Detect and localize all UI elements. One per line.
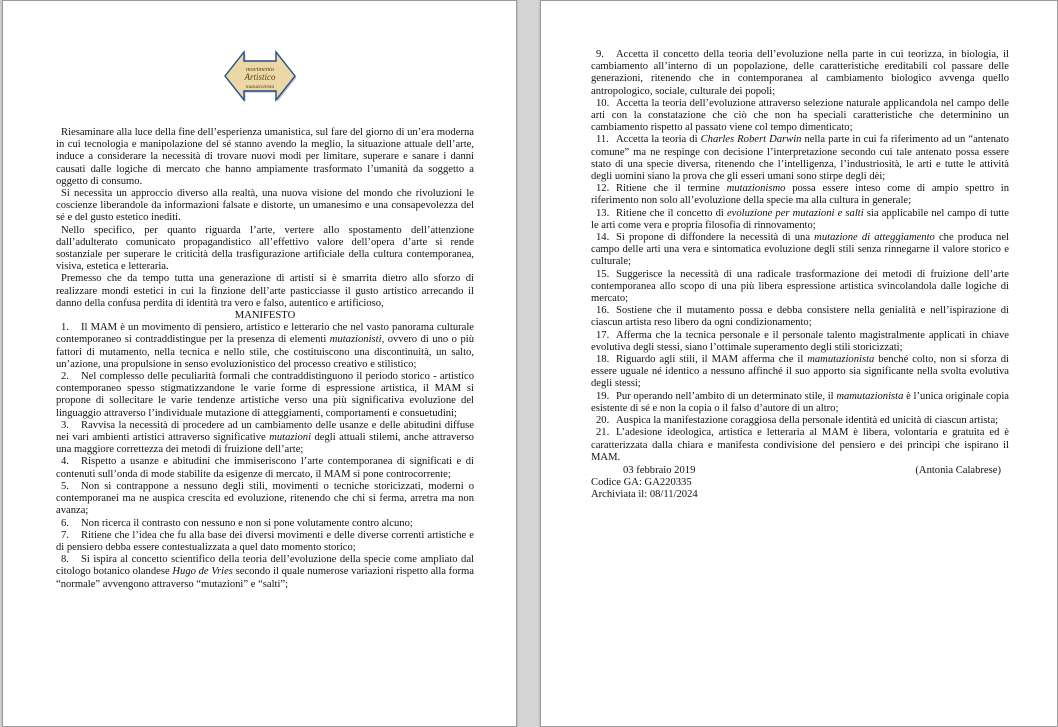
manifesto-title: MANIFESTO bbox=[234, 310, 296, 322]
intro-paragraph: Si necessita un approccio diverso alla realtà, una nuova visione del mondo che rivoluzioni le coscienze liberandole da informazioni falsate e distorte, un umanesimo e una consapevolezza del sé e del gusto estetico inediti. bbox=[56, 188, 474, 224]
item-text: Suggerisce la necessità di una radicale trasformazione dei metodi di fruizione dell’arte contemporanea allo scopo di una più libera espressione artistica svincolandola dalle logiche di mercato; bbox=[591, 268, 1009, 305]
signature-line bbox=[591, 465, 1009, 477]
manifesto-item bbox=[56, 420, 474, 457]
item-text-continued: , ovvero di uno o più fattori di mutamento, nella tecnica e nello stile, che costituiscono una discontinuità, un salto, un’azione, una propulsione in senso evoluzionistico del processo creativo e stilistico; bbox=[56, 334, 474, 370]
item-text: Pur operando nell’ambito di un determinato stile, il bbox=[616, 390, 837, 402]
logo-line-1: movimento bbox=[245, 66, 275, 73]
item-text: Non si contrappone a nessuno degli stili, movimenti o tecniche storicizzati, moderni o contemporanei ma ne auspica crescita ed evoluzione, ritenendo che chi si ferma, arretra ma non avanza; bbox=[56, 480, 474, 517]
item-number: 1. bbox=[61, 322, 69, 334]
item-text-continued: possa essere inteso come di ampio spettro in riferimento non solo all’evoluzione della specie ma alla cultura in generale; bbox=[591, 183, 1009, 207]
manifesto-item bbox=[56, 481, 474, 518]
manifesto-item bbox=[591, 98, 1009, 135]
item-text-continued: degli attuali stilemi, anche attraverso una maggiore correttezza dei metodi di fruizione dell’arte; bbox=[56, 432, 474, 456]
item-emphasis: Hugo de Vries bbox=[172, 566, 233, 578]
item-number: 5. bbox=[61, 480, 69, 492]
manifesto-item bbox=[591, 330, 1009, 354]
item-emphasis: evoluzione per mutazioni e salti bbox=[726, 207, 864, 219]
item-text: Ravvisa la necessità di procedere ad un cambiamento delle usanze e delle abitudini diffuse nei vari ambienti artistici attraverso significative bbox=[56, 419, 474, 444]
item-emphasis: Charles Robert Darwin bbox=[700, 134, 802, 146]
item-number: 15. bbox=[596, 268, 610, 280]
item-text-continued: nella parte in cui fa riferimento ad un “antenato comune” ma ne respinge con decisione l’interpretazione secondo cui tale antenato possa essere stato di una specie diversa, ritenendo che l’intelligenza, l’industriosità, le arti e tutte le attività degli uomini siano la prova che gli esseri umani sono stirpe degli dèi; bbox=[591, 134, 1009, 183]
item-emphasis: mutazionismo bbox=[726, 183, 786, 195]
item-number: 6. bbox=[61, 517, 69, 529]
mam-logo bbox=[222, 50, 298, 102]
item-text: Il MAM è un movimento di pensiero, artistico e letterario che nel vasto panorama culturale contemporaneo si contraddistingue per la presenza di elementi bbox=[56, 322, 474, 346]
intro-paragraph: Riesaminare alla luce della fine dell’esperienza umanistica, sul fare del giorno di un’era moderna in cui tecnologia e manipolazione del sé stanno avendo la meglio, la situazione attuale dell’arte, induce a considerare la necessità di trovare nuovi modi per limitare, superare e sanare i danni causati dalle logiche di mercato che hanno ampiamente trasformato l’umanità da soggetto a oggetto di consumo. bbox=[56, 127, 474, 187]
item-number: 3. bbox=[61, 419, 69, 431]
item-emphasis: mamutazionista bbox=[807, 354, 875, 366]
manifesto-item bbox=[591, 415, 1009, 427]
manifesto-item bbox=[56, 554, 474, 591]
logo-line-2: Artistico bbox=[244, 72, 276, 82]
item-number: 17. bbox=[596, 329, 610, 341]
item-number: 21. bbox=[596, 427, 610, 439]
item-number: 13. bbox=[596, 207, 610, 219]
item-number: 12. bbox=[596, 183, 610, 195]
document-author: (Antonia Calabrese) bbox=[915, 464, 1001, 476]
manifesto-item bbox=[591, 134, 1009, 183]
intro-paragraph: Premesso che da tempo tutta una generazione di artisti si è smarrita dietro allo sforzo di realizzare mondi estetici in cui la finzione dell’arte pasticciasse il gusto artistico arrecando il danno della confusa perdita di identità tra vero e falso, autentico e artificioso, bbox=[56, 273, 474, 309]
item-text-continued: che produca nel campo delle arti una vera e sintomatica evoluzione degli stili senza rinnegarne il valore storico e culturale; bbox=[591, 232, 1009, 268]
item-number: 11. bbox=[596, 134, 609, 146]
item-emphasis: mutazione di atteggiamento bbox=[814, 232, 935, 244]
item-text: Sostiene che il mutamento possa e debba consistere nella genialità e nell’ispirazione di ciascun artista reso libero da ogni condizionamento; bbox=[591, 305, 1009, 329]
item-number: 19. bbox=[596, 390, 610, 402]
item-text: Ritiene che il termine bbox=[616, 183, 727, 195]
item-number: 2. bbox=[61, 371, 69, 383]
item-number: 8. bbox=[61, 554, 69, 566]
item-number: 10. bbox=[596, 97, 610, 109]
item-text: Si ispira al concetto scientifico della teoria dell’evoluzione della specie come ampliato dal citologo botanico olandese bbox=[56, 554, 474, 578]
intro-paragraph: Nello specifico, per quanto riguarda l’arte, vertere allo spostamento dell’attenzione dall’adulterato comunicato propagandistico all’effettivo valore dell’opera d’arte si rende sostanziale per superare le criticità della trasfigurazione artificiale della cultura contemporanea, visiva, estetica e letteraria. bbox=[56, 224, 474, 273]
item-text: Rispetto a usanze e abitudini che immiseriscono l’arte contemporanea di significati e di contenuti sull’onda di mode stabilite da esigenze di mercato, il MAM si pone controcorrente; bbox=[56, 456, 474, 480]
item-emphasis: mutazioni bbox=[269, 432, 312, 444]
manifesto-item bbox=[591, 354, 1009, 391]
left-page-content bbox=[56, 127, 474, 591]
item-number: 16. bbox=[596, 305, 610, 317]
item-emphasis: mamutazionista bbox=[836, 390, 904, 402]
item-text-continued: secondo il quale numerose variazioni rispetto alla forma “normale” avvengono attraverso “mutazioni” e “salti”; bbox=[56, 566, 474, 590]
manifesto-item bbox=[56, 322, 474, 371]
manifesto-list-left bbox=[56, 322, 474, 590]
manifesto-item bbox=[56, 530, 474, 554]
item-text: Accetta la teoria di bbox=[616, 134, 701, 146]
item-text: L’adesione ideologica, artistica e letteraria al MAM è libera, volontaria e gratuita ed è caratterizzata dalla chiara e manifesta condivisione del pensiero e dei principi che ispirano il MAM. bbox=[591, 427, 1009, 463]
item-text: Accetta la teoria dell’evoluzione attraverso selezione naturale applicandola nel campo delle arti con la constatazione che ciò che non ha speciali caratteristiche che determinino un cambiamento rispetto al passato viene col tempo dimenticato; bbox=[591, 97, 1009, 134]
item-text: Riguardo agli stili, il MAM afferma che il bbox=[616, 354, 808, 366]
document-page-left bbox=[2, 0, 517, 727]
item-number: 9. bbox=[596, 49, 604, 60]
item-number: 14. bbox=[596, 232, 610, 244]
manifesto-item bbox=[591, 427, 1009, 464]
item-text: Accetta il concetto della teoria dell’evoluzione nella parte in cui teorizza, in biologia, il cambiamento all’interno di un popolazione, delle caratteristiche ereditabili col passare delle generazioni, ritenendo che in contemporanea al cambiamento biologico avvenga quello antropologico, sociale, culturale dei popoli; bbox=[591, 49, 1009, 97]
manifesto-item bbox=[591, 208, 1009, 232]
item-text: Si propone di diffondere la necessità di una bbox=[616, 232, 815, 244]
item-text-continued: benché colto, non si sforza di essere uguale né identico a nessuno affinché il suo apporto sia significante nella svolta evolutiva degli stessi; bbox=[591, 354, 1009, 390]
item-text: Nel complesso delle peculiarità formali che contraddistinguono il periodo storico - artistico contemporaneo spesso stigmatizzandone le varie forme di espressione artistica, il MAM si propone di sollecitare le varie tendenze artistiche verso una più significativa evoluzione del linguaggio attraverso l’individuale mutazione di atteggiamenti, comportamenti e consuetudini; bbox=[56, 371, 474, 419]
logo-line-3: mutazionista bbox=[245, 84, 275, 90]
manifesto-item bbox=[591, 183, 1009, 207]
manifesto-item bbox=[591, 269, 1009, 306]
item-number: 20. bbox=[596, 415, 610, 427]
archived-date: Archiviata il: 08/11/2024 bbox=[591, 489, 698, 501]
item-number: 7. bbox=[61, 529, 69, 541]
item-text-continued: sia applicabile nel campo di tutte le arti come vera e propria filosofia di rinnovamento; bbox=[591, 207, 1009, 231]
manifesto-item bbox=[56, 456, 474, 480]
manifesto-item bbox=[591, 232, 1009, 269]
manifesto-list-right bbox=[591, 49, 1009, 464]
item-number: 4. bbox=[61, 456, 69, 468]
item-text: Auspica la manifestazione coraggiosa della personale identità ed unicità di ciascun artista; bbox=[616, 415, 999, 427]
manifesto-item bbox=[591, 305, 1009, 329]
manifesto-item bbox=[591, 391, 1009, 415]
item-text-continued: è l’unica originale copia esistente di sé e non la copia o il falso d’autore di un altro; bbox=[591, 390, 1009, 414]
item-text: Ritiene che l’idea che fu alla base dei diversi movimenti e delle diverse correnti artistiche e di pensiero debba essere contestualizzata a quel dato momento storico; bbox=[56, 529, 474, 553]
item-text: Afferma che la tecnica personale e il personale talento magistralmente applicati in chiave evolutiva degli stessi, siano l’ottimale superamento degli stili storicizzati; bbox=[591, 329, 1009, 353]
item-text: Ritiene che il concetto di bbox=[616, 207, 727, 219]
item-number: 18. bbox=[596, 354, 610, 366]
manifesto-item bbox=[56, 371, 474, 420]
right-page-content bbox=[591, 49, 1009, 502]
item-emphasis: mutazionisti bbox=[329, 334, 382, 346]
document-date: 03 febbraio 2019 bbox=[623, 464, 696, 476]
item-text: Non ricerca il contrasto con nessuno e non si pone volutamente contro alcuno; bbox=[81, 517, 413, 529]
document-code: Codice GA: GA220335 bbox=[591, 477, 692, 489]
document-page-right bbox=[540, 0, 1058, 727]
manifesto-item bbox=[56, 518, 474, 530]
manifesto-item bbox=[591, 49, 1009, 98]
